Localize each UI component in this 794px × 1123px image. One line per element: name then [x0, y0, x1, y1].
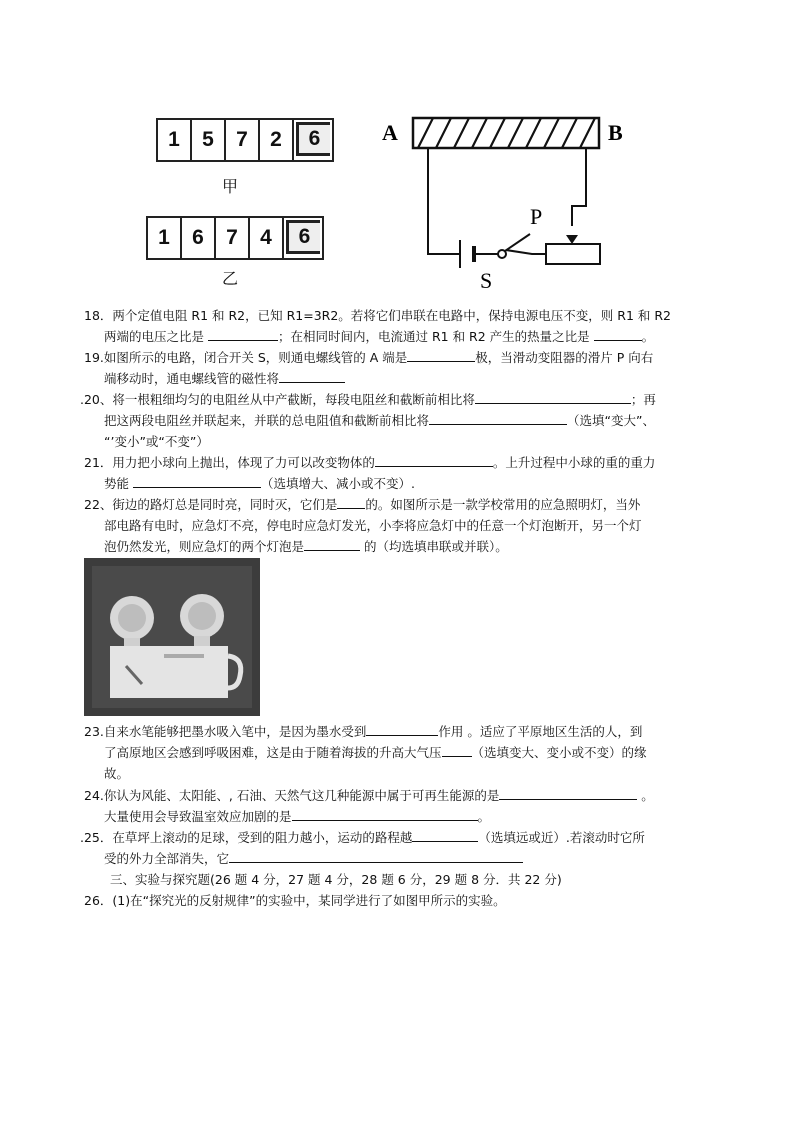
energy-meter-bottom: [146, 216, 324, 260]
question-20-line-3: “’变小”或“不变”）: [104, 434, 209, 449]
q23-text-c: 了高原地区会感到呼吸困难，这是由于随着海拔的升高大气压: [104, 745, 442, 760]
emergency-lamp-photo: [84, 558, 260, 716]
q19-text-c: 端移动时，通电螺线管的磁性将: [104, 371, 280, 386]
question-23-line-2: [104, 742, 734, 763]
q19-blank-2[interactable]: [279, 368, 345, 383]
circuit-wires: [428, 148, 586, 254]
q20-blank-1[interactable]: [475, 389, 631, 404]
q19-text-b: 极，当滑动变阻器的滑片 P 向右: [475, 350, 654, 365]
energy-meter-top: [156, 118, 334, 162]
question-22-line-3: [104, 536, 734, 557]
q25-text-c: 受的外力全部消失，它: [104, 851, 230, 866]
meter-digit: 4: [250, 218, 284, 258]
question-22-line-1: [84, 494, 714, 515]
q20-text-c: 把这两段电阻丝并联起来，并联的总电阻值和截断前相比将: [104, 413, 430, 428]
question-25-line-2: [104, 848, 734, 869]
q22-text-c: 泡仍然发光，则应急灯的两个灯泡是: [104, 539, 305, 554]
meter-digit: 1: [148, 218, 182, 258]
q25-text-b: （选填远或近）.若滚动时它所: [478, 830, 645, 845]
q21-text-c: 势能: [104, 476, 133, 491]
q24-blank-1[interactable]: [499, 785, 637, 800]
q22-text-a: 22、街边的路灯总是同时亮，同时灭，它们是: [84, 497, 338, 512]
label-a: A: [382, 120, 398, 145]
question-23-line-1: [84, 721, 714, 742]
q22-text-b: 的。如图所示是一款学校常用的应急照明灯，当外: [365, 497, 641, 512]
q21-blank-1[interactable]: [375, 452, 493, 467]
q18-text-a: 两端的电压之比是: [104, 329, 208, 344]
q23-blank-2[interactable]: [442, 742, 472, 757]
question-23-line-3: 故。: [104, 766, 130, 781]
meter-digit: 1: [158, 120, 192, 160]
meter-digit: 2: [260, 120, 294, 160]
label-s: S: [480, 268, 493, 291]
emergency-lamp-illustration: [84, 558, 260, 716]
q20-text-b: ；再: [630, 392, 656, 407]
q20-blank-2[interactable]: [429, 410, 567, 425]
q23-text-a: 23.自来水笔能够把墨水吸入笔中，是因为墨水受到: [84, 724, 367, 739]
q24-text-b: 。: [637, 788, 654, 803]
q18-text-b: ；在相同时间内，电流通过 R1 和 R2 产生的热量之比是: [277, 329, 594, 344]
q21-blank-2[interactable]: [133, 473, 261, 488]
question-21-line-2: [104, 473, 734, 494]
question-25-line-1: [80, 827, 710, 848]
question-22-line-2: 部电路有电时，应急灯不亮，停电时应急灯发光，小李将应急灯中的任意一个灯泡断开，另一个灯: [104, 518, 642, 533]
q20-text-a: .20、将一根粗细均匀的电阻丝从中产截断，每段电阻丝和截断前相比将: [80, 392, 475, 407]
question-19-line-2: [104, 368, 734, 389]
solenoid-body: [413, 118, 599, 148]
q22-blank-2[interactable]: [304, 536, 360, 551]
meter-digit: 7: [216, 218, 250, 258]
question-26-line-1: 26．(1)在“探究光的反射规律”的实验中，某同学进行了如图甲所示的实验。: [84, 893, 506, 908]
q25-text-a: .25．在草坪上滚动的足球，受到的阻力越小，运动的路程越: [80, 830, 413, 845]
question-18-line-1: 18．两个定值电阻 R1 和 R2，已知 R1=3R2。若将它们串联在电路中，保持电源电压不变，则 R1 和 R2: [84, 308, 671, 323]
section-3-heading: 三、实验与探究题(26 题 4 分，27 题 4 分，28 题 6 分，29 题 8 分．共 22 分): [110, 872, 562, 887]
q23-text-d: （选填变大、变小或不变）的缘: [471, 745, 647, 760]
question-24-line-1: [84, 785, 714, 806]
question-19-line-1: [84, 347, 714, 368]
question-20-line-1: [80, 389, 710, 410]
q24-blank-2[interactable]: [292, 806, 478, 821]
question-18-line-2: [104, 326, 734, 347]
q24-text-a: 24.你认为风能、太阳能、, 石油、天然气这几种能源中属于可再生能源的是: [84, 788, 500, 803]
rheostat-slider-arrow: [566, 235, 578, 244]
q22-text-d: 的（均选填串联或并联）。: [360, 539, 508, 554]
switch-s: [498, 234, 530, 258]
meter-top-label: 甲: [222, 177, 239, 196]
q18-blank-2[interactable]: [594, 326, 642, 341]
meter-digit: 7: [226, 120, 260, 160]
battery: [460, 240, 474, 268]
q19-blank-1[interactable]: [407, 347, 475, 362]
label-p: P: [530, 204, 543, 229]
meter-digit-decimal: 6: [296, 122, 330, 156]
q25-blank-2[interactable]: [229, 848, 523, 863]
question-24-line-2: [104, 806, 734, 827]
q24-text-c: 大量使用会导致温室效应加剧的是: [104, 809, 292, 824]
question-20-line-2: [104, 410, 734, 431]
q23-text-b: 作用 。适应了平原地区生活的人，到: [438, 724, 643, 739]
q18-text-c: 。: [641, 329, 655, 344]
q19-text-a: 19.如图所示的电路，闭合开关 S，则通电螺线管的 A 端是: [84, 350, 408, 365]
label-b: B: [608, 120, 623, 145]
q22-blank-1[interactable]: [337, 494, 365, 509]
question-21-line-1: [84, 452, 714, 473]
meter-digit: 6: [182, 218, 216, 258]
q23-blank-1[interactable]: [366, 721, 438, 736]
meter-digit: 5: [192, 120, 226, 160]
rheostat: [546, 244, 600, 264]
meter-bottom-label: 乙: [222, 269, 239, 288]
q20-text-d: （选填“变大”、: [567, 413, 655, 428]
q21-text-a: 21．用力把小球向上抛出，体现了力可以改变物体的: [84, 455, 375, 470]
solenoid-circuit-diagram: [380, 106, 640, 291]
q21-text-d: （选填增大、减小或不变）.: [260, 476, 415, 491]
q21-text-b: 。上升过程中小球的重的重力: [492, 455, 656, 470]
q18-blank-1[interactable]: [208, 326, 278, 341]
q24-text-d: 。: [477, 809, 491, 824]
meter-digit-decimal: 6: [286, 220, 320, 254]
q25-blank-1[interactable]: [412, 827, 478, 842]
